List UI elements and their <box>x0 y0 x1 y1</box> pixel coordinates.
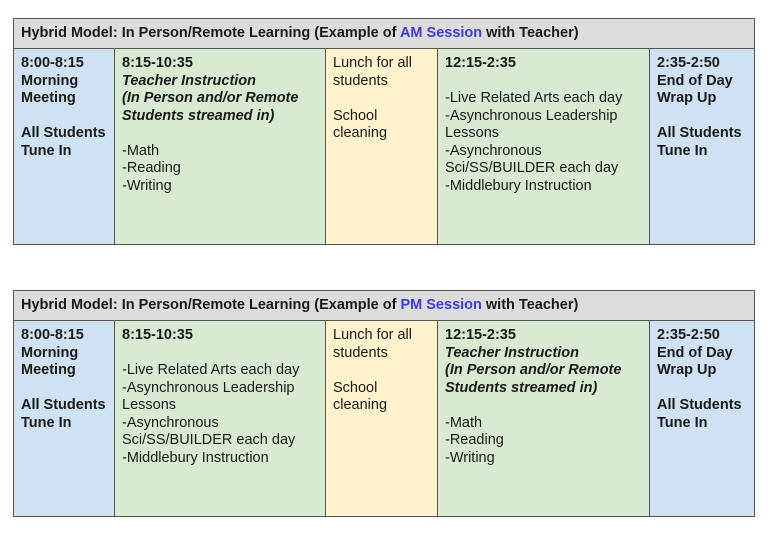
am-subject-item: -Math <box>122 142 160 159</box>
pm-teacher-instruction-cell <box>438 321 650 517</box>
pm-wrap-up-note-1: All Students <box>657 397 742 413</box>
am-subject-item: -Reading <box>122 160 181 176</box>
pm-morning-meeting-cell <box>14 321 115 517</box>
pm-activity-item: -Asynchronous Leadership <box>122 379 295 396</box>
pm-title-prefix: Hybrid Model: In Person/Remote Learning (Example of <box>21 297 401 313</box>
am-morning-meeting-note-1: All Students <box>21 125 106 141</box>
am-afternoon-block-cell <box>438 49 650 245</box>
am-teacher-instruction-heading-1: Teacher Instruction <box>122 72 257 89</box>
am-title-row <box>14 19 755 49</box>
am-wrap-up-note-2: Tune In <box>657 142 708 159</box>
am-teacher-instruction-heading-3: Students streamed in) <box>122 107 275 124</box>
pm-cleaning-text-1: School <box>333 379 378 396</box>
am-activity-item: -Middlebury Instruction <box>445 177 592 194</box>
pm-subject-item: -Writing <box>445 449 495 466</box>
am-title-suffix: with Teacher) <box>482 25 579 41</box>
am-cleaning-text-2: cleaning <box>333 125 388 141</box>
spacer <box>333 90 437 108</box>
pm-session-schedule-table <box>13 290 755 517</box>
spacer <box>122 345 325 363</box>
am-title-prefix: Hybrid Model: In Person/Remote Learning (Example of <box>21 25 400 41</box>
am-wrap-up-name-1: End of Day <box>657 72 733 89</box>
spacer <box>657 380 754 398</box>
spacer <box>445 397 649 415</box>
spacer <box>21 108 114 126</box>
am-activity-item: -Asynchronous <box>445 142 542 159</box>
am-cleaning-text-1: School <box>333 107 378 124</box>
pm-activity-item: -Middlebury Instruction <box>122 449 269 466</box>
pm-morning-meeting-note-1: All Students <box>21 397 106 413</box>
pm-morning-meeting-name-1: Morning <box>21 344 79 361</box>
pm-title-highlight: PM Session <box>400 297 482 313</box>
pm-title-suffix: with Teacher) <box>481 297 579 313</box>
am-morning-meeting-name-1: Morning <box>21 72 79 89</box>
pm-table-title <box>14 291 755 321</box>
pm-teacher-instruction-heading-2: (In Person and/or Remote <box>445 362 622 378</box>
pm-teacher-instruction-heading-1: Teacher Instruction <box>445 344 580 361</box>
pm-subject-item: -Math <box>445 414 483 431</box>
spacer <box>21 380 114 398</box>
am-wrap-up-name-2: Wrap Up <box>657 90 717 106</box>
am-lunch-text-1: Lunch for all <box>333 55 412 71</box>
am-activity-item: -Live Related Arts each day <box>445 90 623 106</box>
pm-wrap-up-name-1: End of Day <box>657 344 733 361</box>
am-body-row <box>14 49 755 245</box>
am-teacher-instruction-cell <box>115 49 326 245</box>
pm-subject-item: -Reading <box>445 432 504 448</box>
pm-lunch-text-1: Lunch for all <box>333 327 412 343</box>
am-activity-item: -Asynchronous Leadership <box>445 107 618 124</box>
pm-morning-meeting-name-2: Meeting <box>21 362 76 378</box>
pm-teacher-instruction-heading-3: Students streamed in) <box>445 379 598 396</box>
pm-morning-meeting-note-2: Tune In <box>21 414 72 431</box>
pm-morning-meeting-time: 8:00-8:15 <box>21 327 84 343</box>
pm-wrap-up-name-2: Wrap Up <box>657 362 717 378</box>
am-teacher-instruction-heading-2: (In Person and/or Remote <box>122 90 299 106</box>
pm-body-row <box>14 321 755 517</box>
spacer <box>122 125 325 143</box>
am-subject-item: -Writing <box>122 177 172 194</box>
pm-activity-item: Sci/SS/BUILDER each day <box>122 432 296 448</box>
spacer <box>657 108 754 126</box>
am-title-highlight: AM Session <box>399 25 483 41</box>
pm-teacher-instruction-time: 12:15-2:35 <box>445 327 516 343</box>
pm-title-row <box>14 291 755 321</box>
pm-wrap-up-note-2: Tune In <box>657 414 708 431</box>
pm-lunch-cell <box>326 321 438 517</box>
am-teacher-instruction-time: 8:15-10:35 <box>122 55 193 71</box>
am-morning-meeting-note-2: Tune In <box>21 142 72 159</box>
am-morning-meeting-time: 8:00-8:15 <box>21 55 84 71</box>
am-wrap-up-cell <box>650 49 755 245</box>
am-lunch-text-2: students <box>333 72 388 89</box>
am-activity-item: Sci/SS/BUILDER each day <box>445 160 619 176</box>
spacer <box>333 362 437 380</box>
pm-morning-block-time: 8:15-10:35 <box>122 327 193 343</box>
am-morning-meeting-cell <box>14 49 115 245</box>
am-afternoon-block-time: 12:15-2:35 <box>445 55 516 71</box>
pm-wrap-up-cell <box>650 321 755 517</box>
spacer <box>445 73 649 91</box>
am-activity-item: Lessons <box>445 125 500 141</box>
am-session-schedule-table <box>13 18 755 245</box>
am-lunch-cell <box>326 49 438 245</box>
am-wrap-up-time: 2:35-2:50 <box>657 55 720 71</box>
pm-lunch-text-2: students <box>333 344 388 361</box>
pm-activity-item: Lessons <box>122 397 177 413</box>
pm-cleaning-text-2: cleaning <box>333 397 388 413</box>
am-wrap-up-note-1: All Students <box>657 125 742 141</box>
pm-activity-item: -Live Related Arts each day <box>122 362 300 378</box>
pm-morning-block-cell <box>115 321 326 517</box>
am-table-title <box>14 19 755 49</box>
pm-wrap-up-time: 2:35-2:50 <box>657 327 720 343</box>
pm-activity-item: -Asynchronous <box>122 414 219 431</box>
am-morning-meeting-name-2: Meeting <box>21 90 76 106</box>
